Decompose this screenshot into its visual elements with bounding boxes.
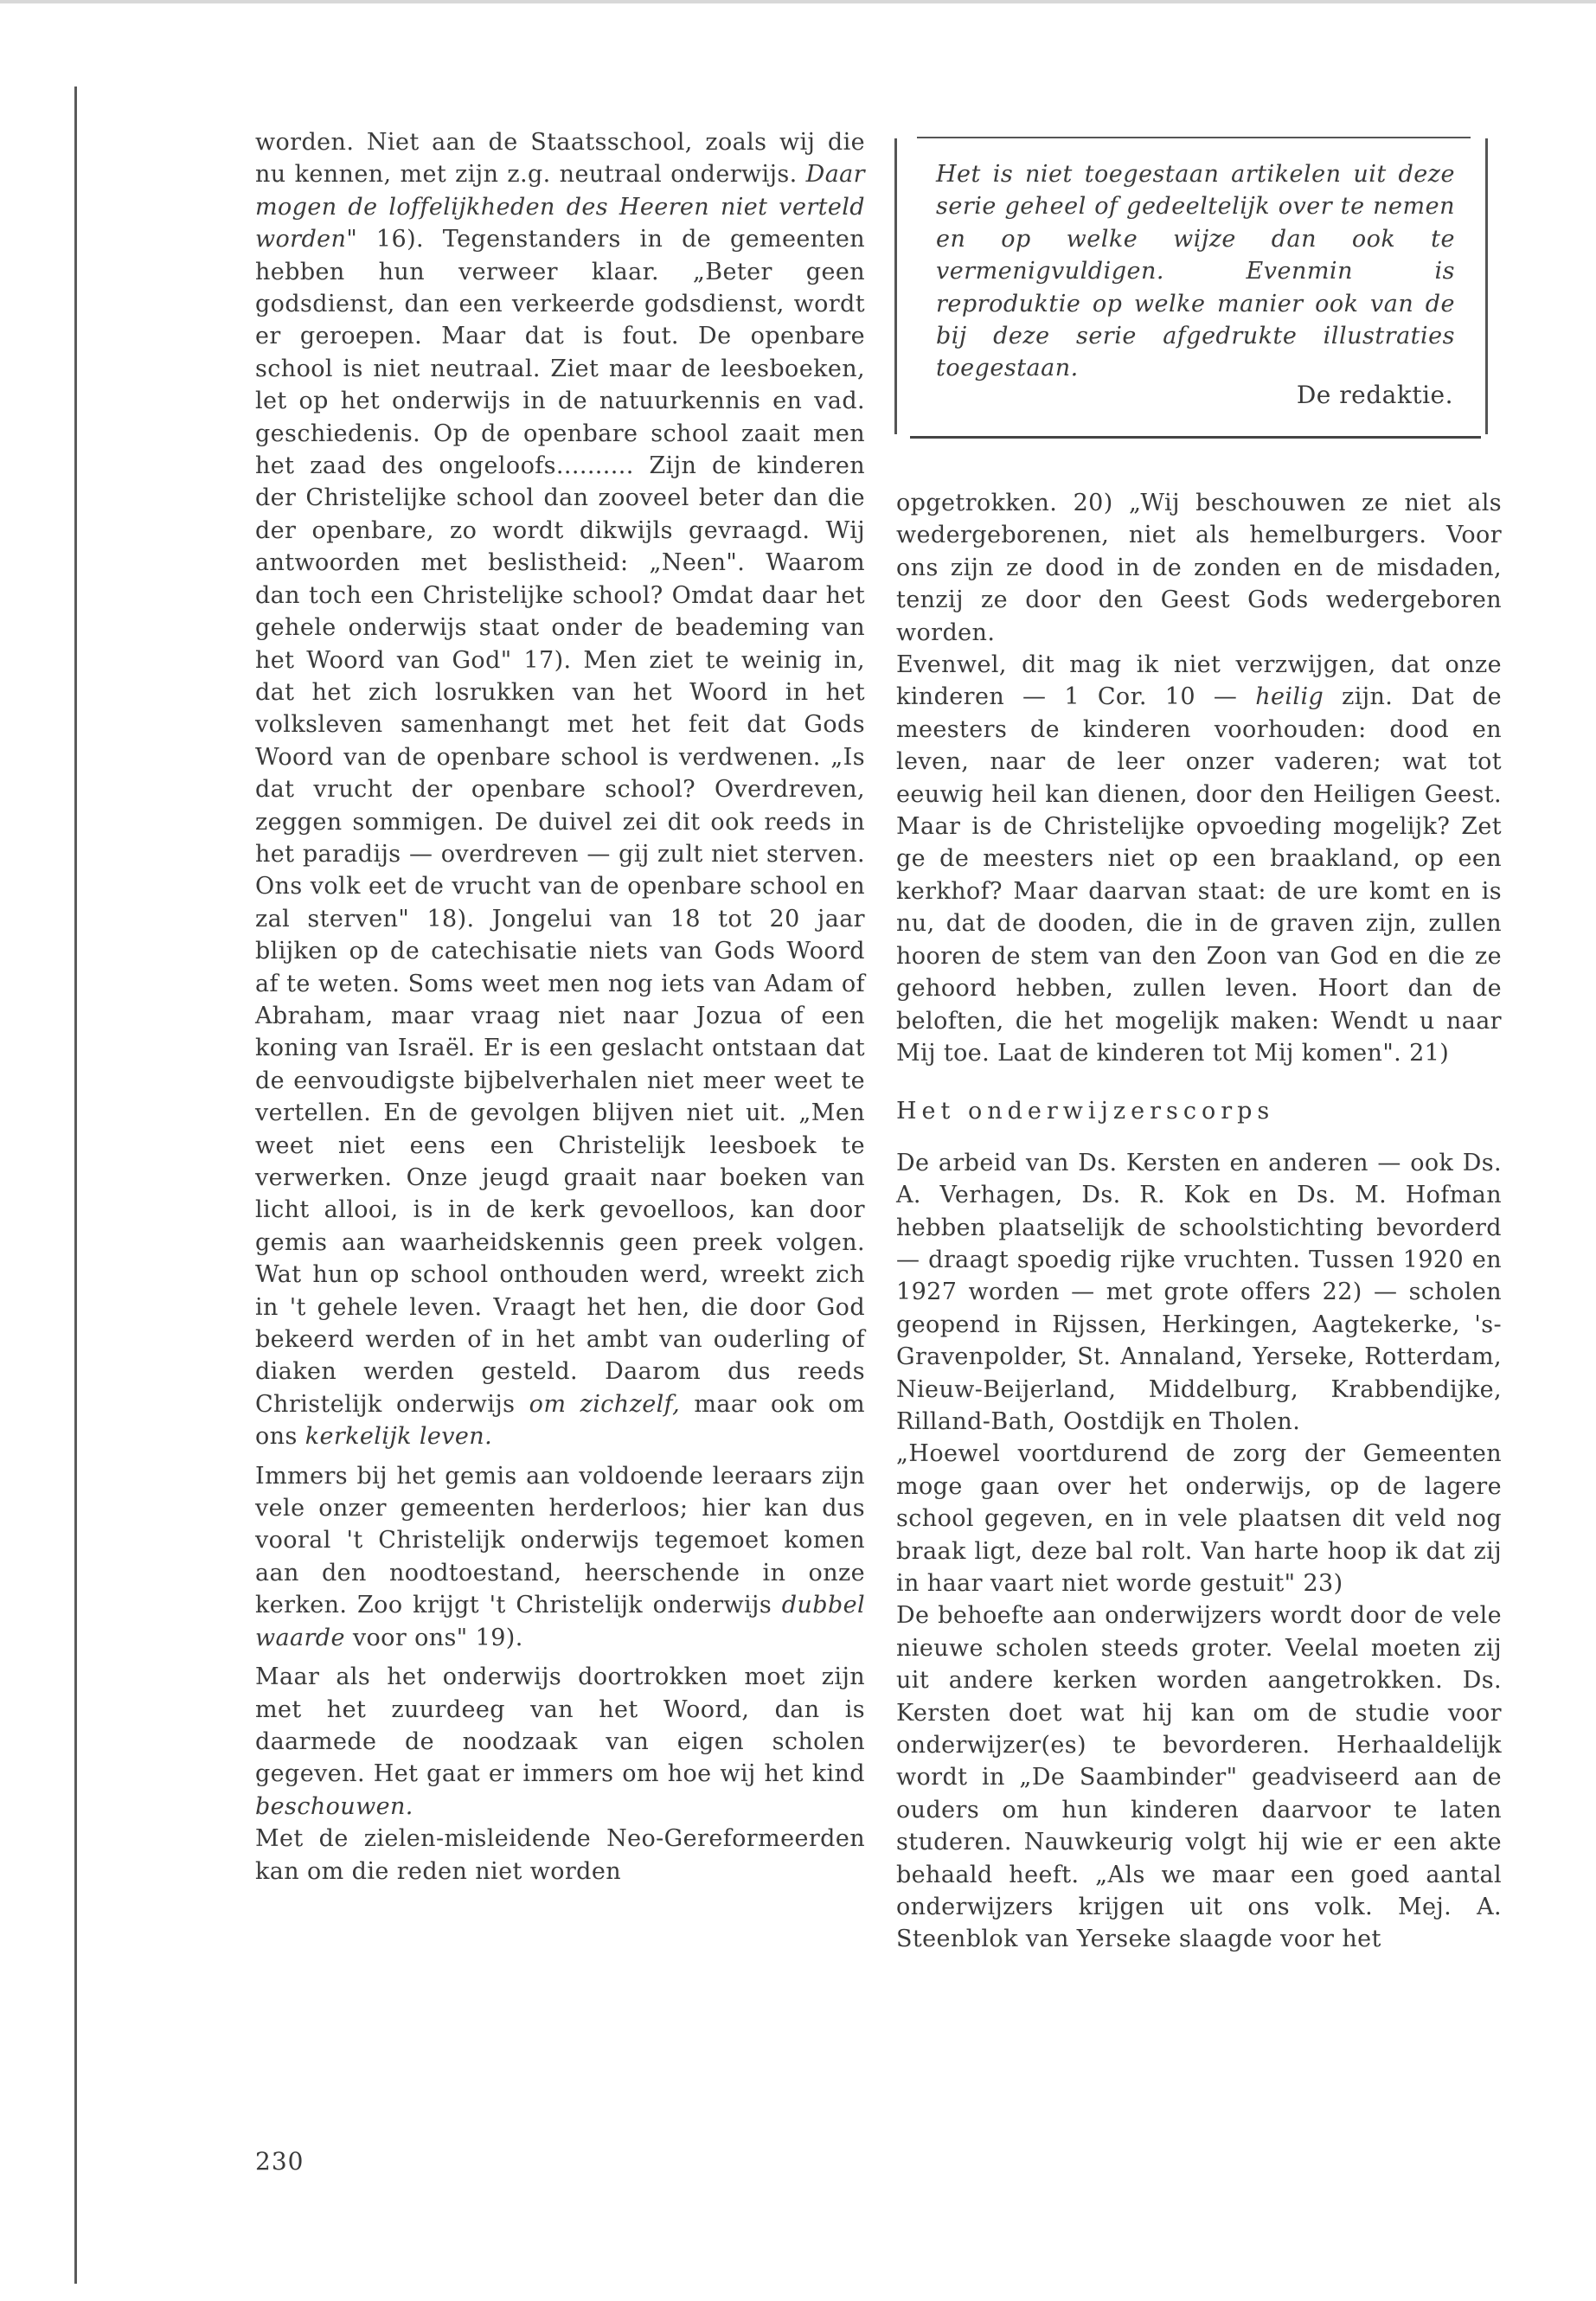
notice-text: Het is niet toegestaan artikelen uit deze serie geheel of gedeeltelijk over te nemen en op welke wijze dan ook te vermenigvuldigen. Evenmin is reproduktie op welke manier ook van de bij deze serie afgedrukte illustraties toegestaan. xyxy=(936,161,1455,382)
right-paragraph-5: De behoefte aan onderwijzers wordt door de vele nieuwe scholen steeds groter. Veelal moeten zij uit andere kerken worden aangetrokken. Ds. Kersten doet wat hij kan om de studie voor onderwijzer(es) te bevorderen. Herhaaldelijk wordt in „De Saambinder" geadviseerd aan de ouders om hun kinderen daarvoor te laten studeren. Nauwkeurig volgt hij wie er een akte behaald heeft. „Als we maar een goed aantal onderwijzers krijgen uit ons volk. Mej. A. Steenblok van Yerseke slaagde voor het xyxy=(896,1602,1502,1953)
right-paragraph-4: „Hoewel voortdurend de zorg der Gemeenten moge gaan over het onderwijs, op de lagere school gegeven, en in vele plaatsen dit veld nog braak ligt, deze bal rolt. Van harte hoop ik dat zij in haar vaart niet worde gestuit" 23) xyxy=(896,1440,1502,1597)
right-column xyxy=(896,487,1502,1956)
page-number: 230 xyxy=(255,2147,304,2176)
left-paragraph-1: worden. Niet aan de Staatsschool, zoals wij die nu kennen, met zijn z.g. neutraal onderwijs. Daar mogen de loffelijkheden des Heeren niet verteld worden" 16). Tegenstanders in de gemeenten hebben hun verweer klaar. „Beter geen godsdienst, dan een verkeerde godsdienst, wordt er geroepen. Maar dat is fout. De openbare school is niet neutraal. Ziet maar de leesboeken, let op het onderwijs in de natuurkennis en vad. geschiedenis. Op de openbare school zaait men het zaad des ongeloofs.......... Zijn de kinderen der Christelijke school dan zooveel beter dan die der openbare, zo wordt dikwijls gevraagd. Wij antwoorden met beslistheid: „Neen". Waarom dan toch een Christelijke school? Omdat daar het gehele onderwijs staat onder de beademing van het Woord van God" 17). Men ziet te weinig in, dat het zich losrukken van het Woord in het volksleven samenhangt met het feit dat Gods Woord van de openbare school is verdwenen. „Is dat vrucht der openbare school? Overdreven, zeggen sommigen. De duivel zei dit ook reeds in het paradijs — overdreven — gij zult niet sterven. Ons volk eet de vrucht van de openbare school en zal sterven" 18). Jongelui van 18 tot 20 jaar blijken op de catechisatie niets van Gods Woord af te weten. Soms weet men nog iets van Adam of Abraham, maar vraag niet naar Jozua of een koning van Israël. Er is een geslacht ontstaan dat de eenvoudigste bijbelverhalen niet meer weet te vertellen. En de gevolgen blijven niet uit. „Men weet niet eens een Christelijk leesboek te verwerken. Onze jeugd graait naar boeken van licht allooi, is in de kerk gevoelloos, kan door gemis aan waarheidskennis geen preek volgen. Wat hun op school onthouden werd, wreekt zich in 't gehele leven. Vraagt het hen, die door God bekeerd werden of in het ambt van ouderling of diaken werden gesteld. Daarom dus reeds Christelijk onderwijs om zichzelf, maar ook om ons kerkelijk leven. xyxy=(255,129,865,1451)
scan-margin-line xyxy=(74,87,77,2284)
notice-bottom-rule xyxy=(910,436,1481,439)
left-paragraph-4: Met de zielen-misleidende Neo-Gereformeerden kan om die reden niet worden xyxy=(255,1825,865,1885)
right-paragraph-3: De arbeid van Ds. Kersten en anderen — ook Ds. A. Verhagen, Ds. R. Kok en Ds. M. Hofman hebben plaatselijk de schoolstichting bevorderd — draagt spoedig rijke vruchten. Tussen 1920 en 1927 worden — met grote offers 22) — scholen geopend in Rijssen, Herkingen, Aagtekerke, 's-Gravenpolder, St. Annaland, Yerseke, Rotterdam, Nieuw-Beijerland, Middelburg, Krabbendijke, Rilland-Bath, Oostdijk en Tholen. xyxy=(896,1149,1502,1435)
scan-edge-top xyxy=(0,0,1596,3)
notice-signature: De redaktie. xyxy=(1296,381,1453,409)
left-paragraph-2: Immers bij het gemis aan voldoende leeraars zijn vele onzer gemeenten herderloos; hier kan dus vooral 't Christelijk onderwijs tegemoet komen aan den noodtoestand, heerschende in onze kerken. Zoo krijgt 't Christelijk onderwijs dubbel waarde voor ons" 19). xyxy=(255,1462,865,1651)
section-heading: Het onderwijzerscorps xyxy=(896,1098,1275,1125)
right-paragraph-1: opgetrokken. 20) „Wij beschouwen ze niet als wedergeborenen, niet als hemelburgers. Voor ons zijn ze dood in de zonden en de misdaden, tenzij ze door den Geest Gods wedergeboren worden. xyxy=(896,490,1502,646)
left-column xyxy=(255,126,865,1888)
right-paragraph-2: Evenwel, dit mag ik niet verzwijgen, dat onze kinderen — 1 Cor. 10 — heilig zijn. Dat de meesters de kinderen voorhouden: dood en leven, naar de leer onzer vaderen; wat tot eeuwig heil kan dienen, door den Heiligen Geest. Maar is de Christelijke opvoeding mogelijk? Zet ge de meesters niet op een braakland, op een kerkhof? Maar daarvan staat: de ure komt en is nu, dat de dooden, die in de graven zijn, zullen hooren de stem van den Zoon van God en die ze gehoord hebben, zullen leven. Hoort dan de beloften, die het mogelijk maken: Wendt u naar Mij toe. Laat de kinderen tot Mij komen". 21) xyxy=(896,651,1502,1067)
left-paragraph-3: Maar als het onderwijs doortrokken moet zijn met het zuurdeeg van het Woord, dan is daarmede de noodzaak van eigen scholen gegeven. Het gaat er immers om hoe wij het kind beschouwen. xyxy=(255,1663,865,1820)
